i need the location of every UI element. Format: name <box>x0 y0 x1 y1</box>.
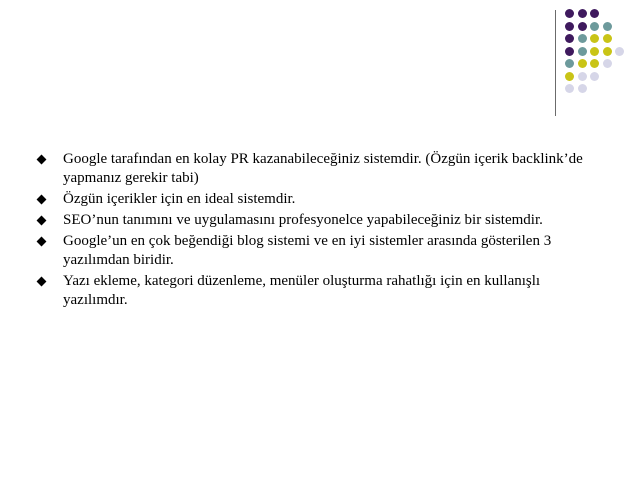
decorative-dot <box>578 84 587 93</box>
decorative-dot <box>590 9 599 18</box>
decorative-dot <box>615 47 624 56</box>
bullet-diamond-icon <box>37 237 47 247</box>
bullet-diamond-icon <box>37 195 47 205</box>
decorative-dot <box>590 34 599 43</box>
bullet-text: Google’un en çok beğendiği blog sistemi ve en iyi sistemler arasında gösterilen 3 yazılımdan biridir. <box>63 233 552 268</box>
bullet-text: Google tarafından en kolay PR kazanabileceğiniz sistemdir. (Özgün içerik backlink’de yapmanız gerekir tabi) <box>63 151 583 186</box>
bullet-diamond-icon <box>37 277 47 287</box>
decorative-dot-grid <box>565 9 637 103</box>
decorative-dot <box>578 72 587 81</box>
bullet-item <box>38 272 598 310</box>
bullet-diamond-icon <box>37 216 47 226</box>
bullet-item <box>38 232 598 270</box>
decorative-dot <box>565 22 574 31</box>
decorative-dot <box>565 84 574 93</box>
decorative-dot <box>590 72 599 81</box>
slide-body <box>38 150 598 312</box>
bullet-text: Yazı ekleme, kategori düzenleme, menüler oluşturma rahatlığı için en kullanışlı yazılımdır. <box>63 273 541 308</box>
bullet-item <box>38 211 598 230</box>
decorative-dot <box>578 34 587 43</box>
decorative-dot <box>603 59 612 68</box>
decorative-dot <box>565 72 574 81</box>
bullet-diamond-icon <box>37 155 47 165</box>
decorative-dot <box>590 22 599 31</box>
bullet-text: SEO’nun tanımını ve uygulamasını profesyonelce yapabileceğiniz bir sistemdir. <box>63 212 543 228</box>
bullet-item <box>38 190 598 209</box>
decorative-dot <box>590 47 599 56</box>
bullet-text: Özgün içerikler için en ideal sistemdir. <box>63 191 296 207</box>
bullet-list <box>38 150 598 310</box>
decorative-dot <box>565 47 574 56</box>
decorative-dot <box>565 9 574 18</box>
decorative-dot <box>578 22 587 31</box>
decorative-dot <box>565 59 574 68</box>
decorative-dot <box>565 34 574 43</box>
decorative-dot <box>603 47 612 56</box>
decorative-dot <box>603 22 612 31</box>
decorative-dot <box>603 34 612 43</box>
decorative-dot <box>578 9 587 18</box>
decorative-dot <box>590 59 599 68</box>
bullet-item <box>38 150 598 188</box>
decorative-dot <box>578 47 587 56</box>
decorative-dot <box>578 59 587 68</box>
decorative-divider-line <box>555 10 556 116</box>
